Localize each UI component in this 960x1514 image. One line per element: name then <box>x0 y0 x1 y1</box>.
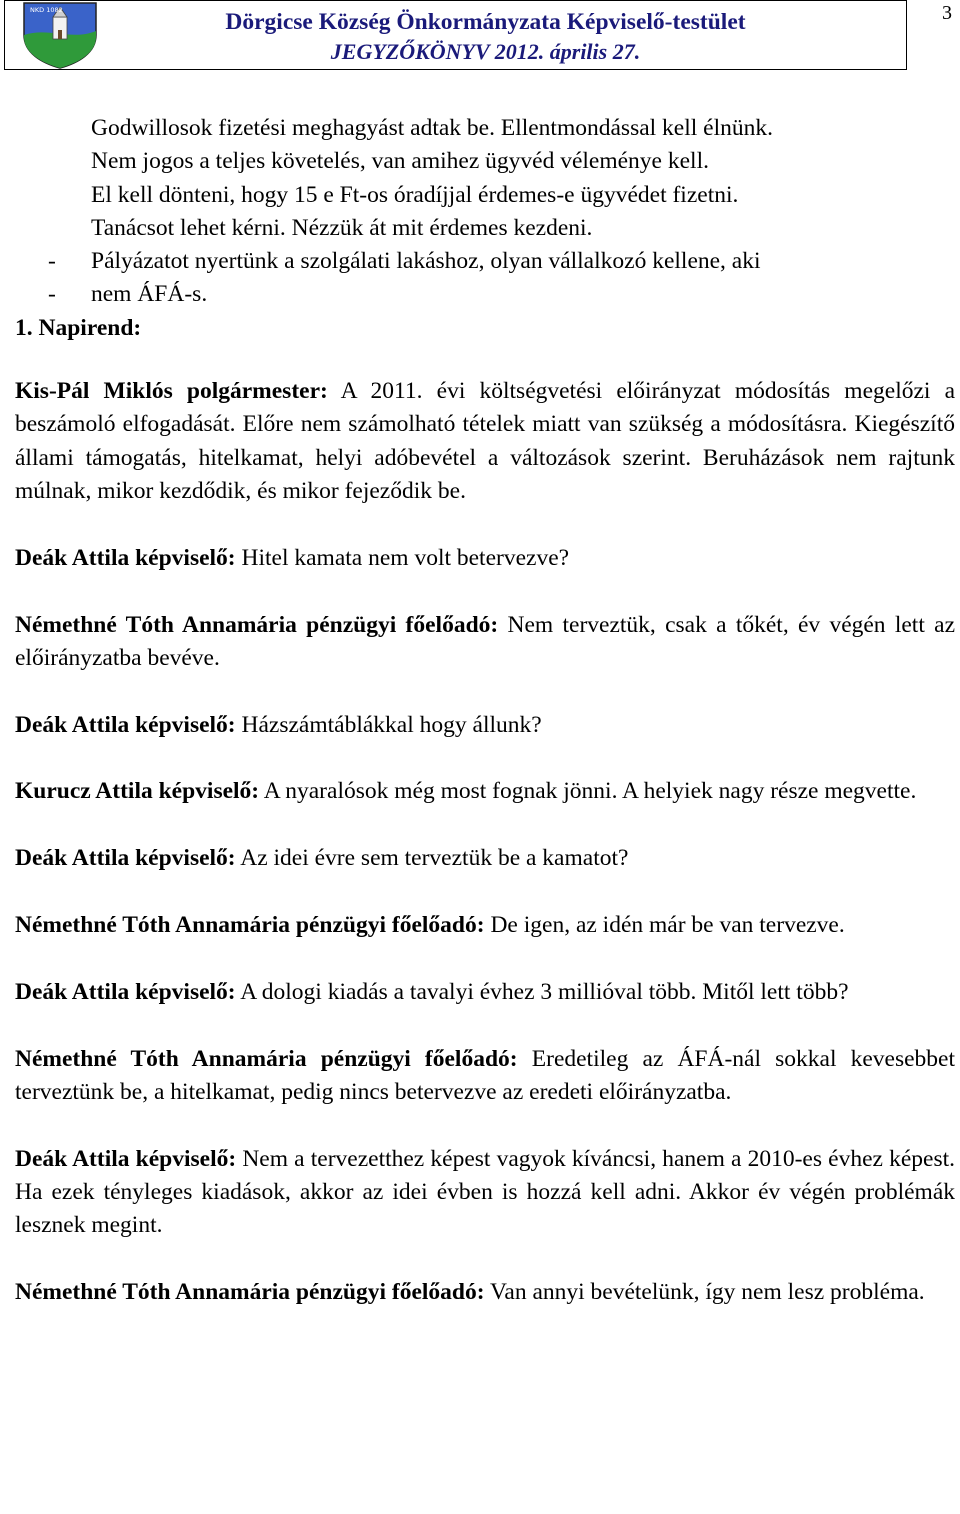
speech-text: Van annyi bevételünk, így nem lesz probléma. <box>484 1279 925 1306</box>
speech-text: Hitel kamata nem volt betervezve? <box>235 544 570 571</box>
speech-text: Házszámtáblákkal hogy állunk? <box>235 711 542 738</box>
bullet-item <box>15 278 955 311</box>
speech-text: Az idei évre sem terveztük be a kamatot? <box>235 845 629 872</box>
dash-marker: - <box>48 281 56 308</box>
minutes-paragraph <box>15 1043 955 1110</box>
logo-lettering: NKD 1082 <box>30 6 63 14</box>
document-title: Dörgicse Község Önkormányzata Képviselő-testület <box>225 9 746 35</box>
speech-text: Nem a tervezetthez képest vagyok kíváncsi, hanem a 2010-es évhez képest. Ha ezek tényleges kiadások, akkor az idei évben is hozzá kell adni. Akkor év végén problémák lesznek megint. <box>15 1145 955 1239</box>
speaker-name: Kurucz Attila képviselő: <box>15 778 260 805</box>
dash-marker: - <box>48 248 56 275</box>
text-line: Godwillosok fizetési meghagyást adtak be. Ellentmondással kell élnünk. <box>91 115 773 141</box>
speaker-name: Kis-Pál Miklós polgármester: <box>15 378 328 405</box>
speaker-name: Némethné Tóth Annamária pénzügyi főelőadó: <box>15 1045 518 1072</box>
speaker-name: Némethné Tóth Annamária pénzügyi főelőadó: <box>15 912 485 939</box>
minutes-paragraph <box>15 609 955 676</box>
text-line: El kell dönteni, hogy 15 e Ft-os óradíjjal érdemes-e ügyvédet fizetni. <box>91 181 739 208</box>
document-subtitle: JEGYZŐKÖNYV 2012. április 27. <box>330 39 641 64</box>
minutes-paragraph <box>15 842 955 875</box>
agenda-heading: 1. Napirend: <box>15 314 142 341</box>
speech-text: A 2011. évi költségvetési előirányzat módosítás megelőzi a beszámoló elfogadását. Előre nem számolható tételek miatt van szükség a módosításra. Kiegészítő állami támogatás, hitelkamat, helyi adóbevétel a változások szerint. Beruházások nem rajtunk múlnak, mikor kezdődik, és mikor fejeződik be. <box>15 378 955 504</box>
bullet-text: nem ÁFÁ-s. <box>91 281 208 308</box>
bullet-text: Pályázatot nyertünk a szolgálati lakáshoz, olyan vállalkozó kellene, aki <box>91 248 761 275</box>
minutes-paragraph <box>15 375 955 508</box>
speech-text: De igen, az idén már be van tervezve. <box>484 912 845 939</box>
speaker-name: Deák Attila képviselő: <box>15 544 236 571</box>
speaker-name: Deák Attila képviselő: <box>15 978 236 1005</box>
minutes-paragraph <box>15 909 955 942</box>
speech-text: Nem terveztük, csak a tőkét, év végén lett az előirányzatba bevéve. <box>15 611 956 671</box>
page-header <box>4 0 907 70</box>
speaker-name: Deák Attila képviselő: <box>15 845 236 872</box>
document-body <box>15 112 955 1309</box>
speech-text: A nyaralósok még most fognak jönni. A helyiek nagy része megvette. <box>259 778 917 805</box>
minutes-paragraph <box>15 709 955 742</box>
speaker-name: Deák Attila képviselő: <box>15 711 236 738</box>
minutes-paragraph <box>15 1143 955 1243</box>
text-line: Nem jogos a teljes követelés, van amihez ügyvéd véleménye kell. <box>91 148 709 175</box>
text-line: Tanácsot lehet kérni. Nézzük át mit érdemes kezdeni. <box>91 214 593 241</box>
speaker-name: Némethné Tóth Annamária pénzügyi főelőadó: <box>15 611 499 638</box>
minutes-paragraph <box>15 542 955 575</box>
minutes-paragraph <box>15 775 955 808</box>
speech-text: A dologi kiadás a tavalyi évhez 3 millióval több. Mitől lett több? <box>235 978 849 1005</box>
speaker-name: Némethné Tóth Annamária pénzügyi főelőadó: <box>15 1279 485 1306</box>
bullet-item <box>15 245 955 278</box>
page-number: 3 <box>942 2 952 24</box>
speech-text: Eredetileg az ÁFÁ-nál sokkal kevesebbet terveztünk be, a hitelkamat, pedig nincs betervezve az eredeti előirányzatba. <box>15 1045 956 1105</box>
minutes-paragraph <box>15 976 955 1009</box>
minutes-paragraph <box>15 1276 955 1309</box>
speaker-name: Deák Attila képviselő: <box>15 1145 237 1172</box>
